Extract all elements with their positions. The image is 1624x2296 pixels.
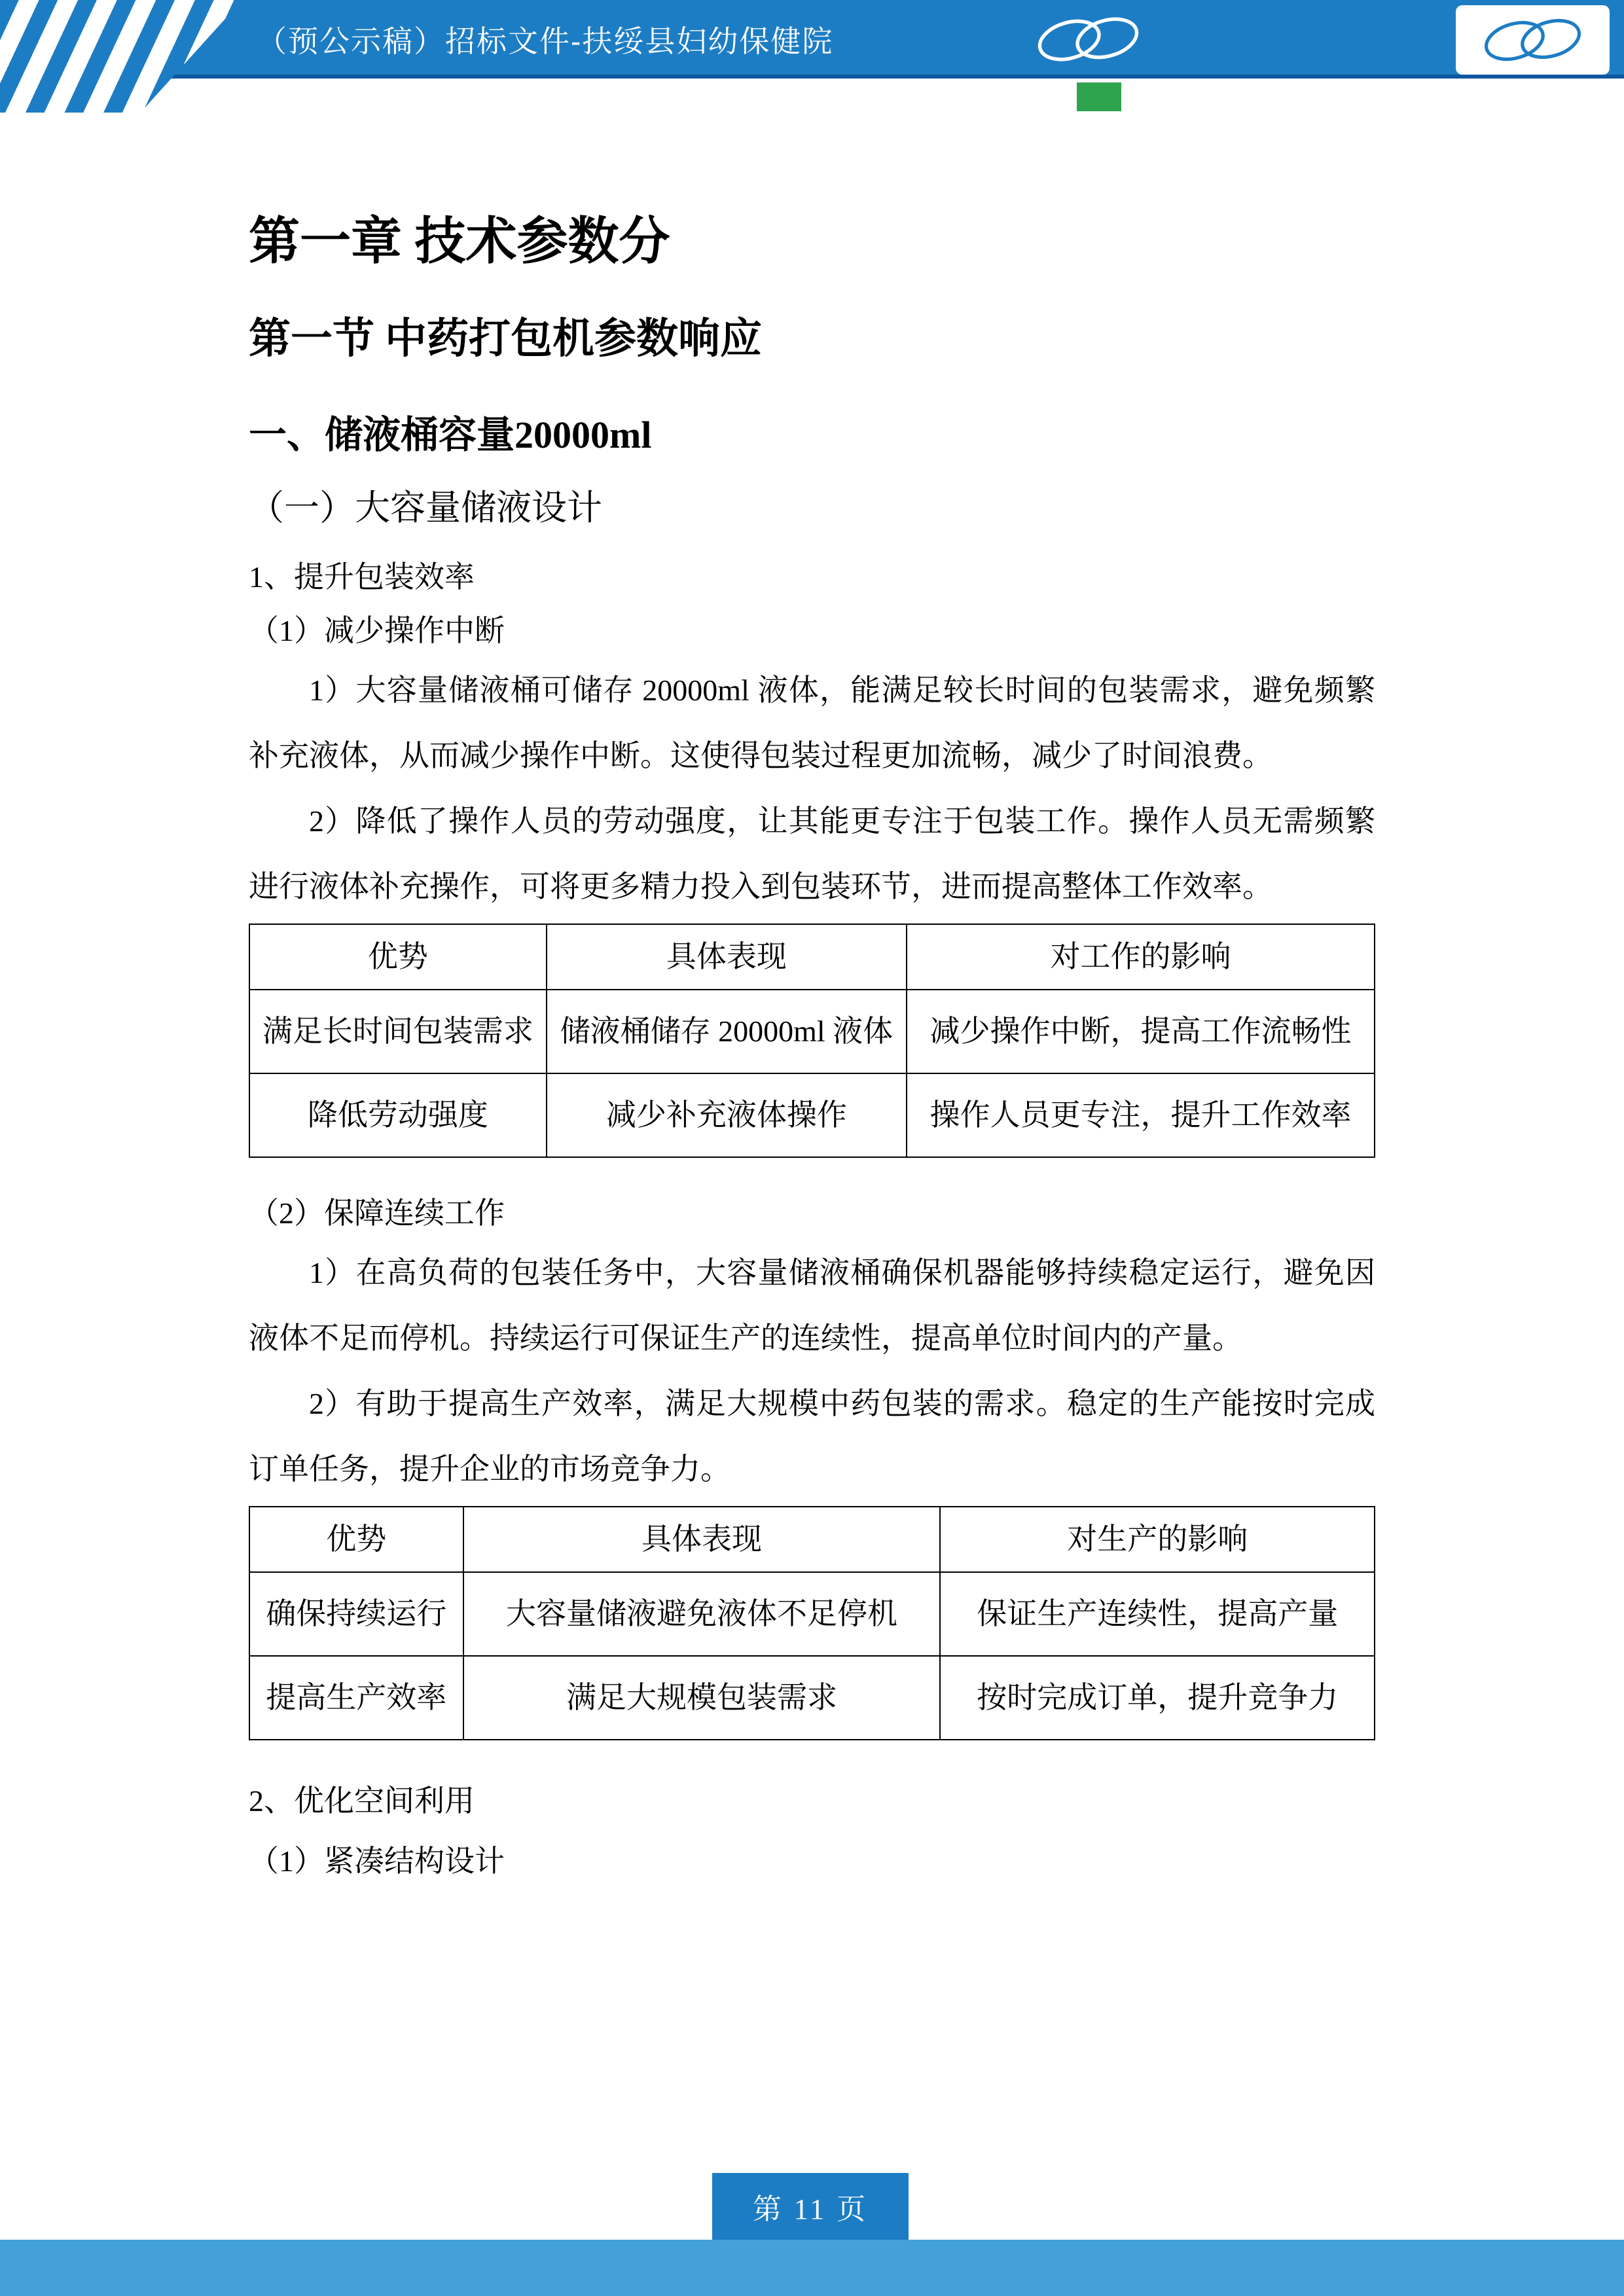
- subsection-title: 一、储液桶容量20000ml: [249, 414, 652, 457]
- table-row: [249, 1073, 1375, 1157]
- heading-level6: （1）紧凑结构设计: [249, 1844, 505, 1878]
- table-cell: 减少补充液体操作: [547, 1073, 907, 1157]
- table-cell: 大容量储液避免液体不足停机: [463, 1572, 941, 1656]
- table-cell: 降低劳动强度: [249, 1073, 547, 1157]
- table-cell: 确保持续运行: [249, 1572, 463, 1656]
- table-header-row: [249, 924, 1375, 990]
- table-header-row: [249, 1507, 1375, 1572]
- table-header-cell: 对生产的影响: [940, 1507, 1375, 1572]
- paragraph: 2）降低了操作人员的劳动强度，让其能更专注于包装工作。操作人员无需频繁进行液体补充操作，可将更多精力投入到包装环节，进而提高整体工作效率。: [249, 804, 1375, 903]
- header-document-title: （预公示稿）招标文件-扶绥县妇幼保健院: [257, 24, 834, 58]
- table-cell: 储液桶储存 20000ml 液体: [547, 990, 907, 1073]
- heading-level6: （2）保障连续工作: [249, 1196, 505, 1230]
- table-cell: 提高生产效率: [249, 1656, 463, 1740]
- table-cell: 保证生产连续性，提高产量: [940, 1572, 1375, 1656]
- table-row: [249, 1572, 1375, 1656]
- section-title: 第一节 中药打包机参数响应: [249, 315, 762, 362]
- advantage-table-2: [249, 1506, 1375, 1740]
- paragraph: 1）大容量储液桶可储存 20000ml 液体，能满足较长时间的包装需求，避免频繁补充液体，从而减少操作中断。这使得包装过程更加流畅，减少了时间浪费。: [249, 673, 1375, 772]
- heading-level5: 2、优化空间利用: [249, 1784, 475, 1818]
- table-cell: 减少操作中断，提高工作流畅性: [907, 990, 1375, 1073]
- table-header-cell: 优势: [249, 924, 547, 990]
- table-header-cell: 具体表现: [463, 1507, 941, 1572]
- page-number-label: 第 11 页: [752, 2193, 869, 2225]
- table-cell: 满足长时间包装需求: [249, 990, 547, 1073]
- heading-level6: （1）减少操作中断: [249, 613, 505, 647]
- paragraph: 1）在高负荷的包装任务中，大容量储液桶确保机器能够持续稳定运行，避免因液体不足而停机。持续运行可保证生产的连续性，提高单位时间内的产量。: [249, 1255, 1375, 1355]
- table-header-cell: 优势: [249, 1507, 463, 1572]
- paragraph: 2）有助于提高生产效率，满足大规模中药包装的需求。稳定的生产能按时完成订单任务，提升企业的市场竞争力。: [249, 1386, 1375, 1486]
- page-number-badge: [712, 2173, 909, 2240]
- table-row: [249, 1656, 1375, 1740]
- table-row: [249, 990, 1375, 1073]
- heading-level5: 1、提升包装效率: [249, 560, 475, 594]
- table-cell: 满足大规模包装需求: [463, 1656, 941, 1740]
- footer-strip: [0, 2240, 1624, 2296]
- table-cell: 按时完成订单，提升竞争力: [940, 1656, 1375, 1740]
- table-header-cell: 对工作的影响: [907, 924, 1375, 990]
- table-cell: 操作人员更专注，提升工作效率: [907, 1073, 1375, 1157]
- advantage-table-1: [249, 924, 1375, 1158]
- heading-level4: （一）大容量储液设计: [249, 488, 602, 528]
- chapter-title: 第一章 技术参数分: [249, 213, 670, 270]
- table-header-cell: 具体表现: [547, 924, 907, 990]
